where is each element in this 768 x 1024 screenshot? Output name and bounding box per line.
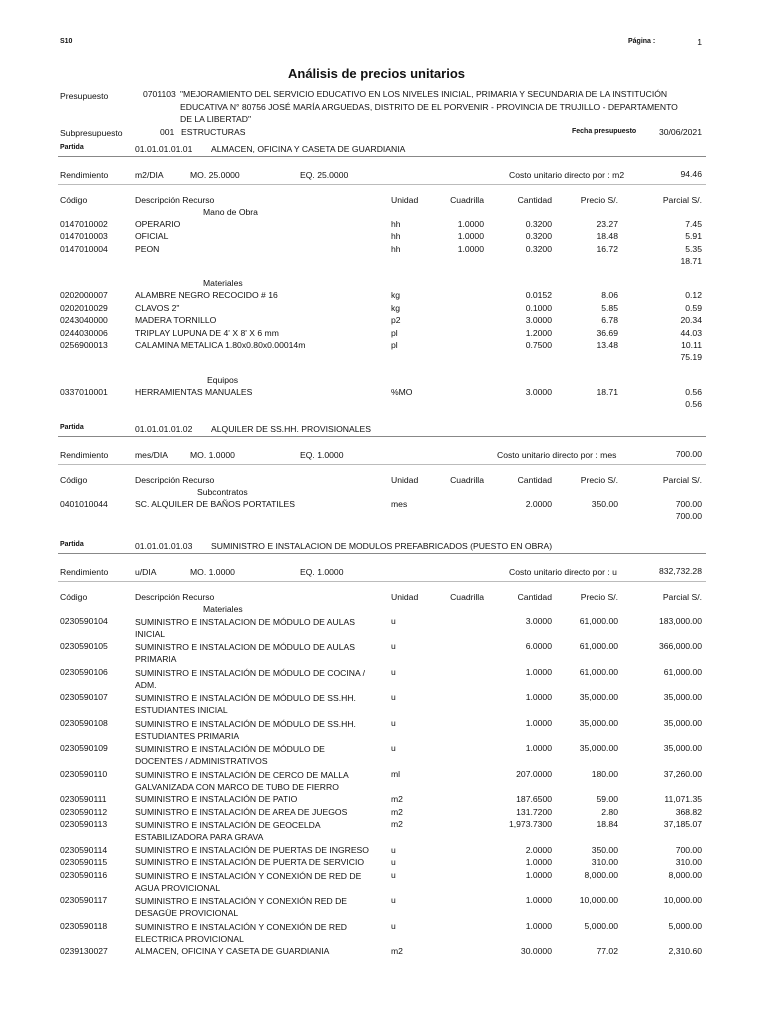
col-unidad: Unidad bbox=[391, 195, 419, 205]
row-cantidad: 1.0000 bbox=[525, 692, 552, 703]
row-codigo: 0202010029 bbox=[60, 302, 108, 313]
row-descripcion: SC. ALQUILER DE BAÑOS PORTATILES bbox=[135, 498, 295, 509]
col-cantidad: Cantidad bbox=[517, 195, 552, 205]
presupuesto-code: 0701103 bbox=[143, 89, 176, 99]
row-precio: 35,000.00 bbox=[579, 717, 618, 728]
group-subtotal: 700.00 bbox=[675, 511, 702, 522]
row-unidad: u bbox=[391, 666, 396, 677]
row-descripcion: HERRAMIENTAS MANUALES bbox=[135, 386, 253, 397]
col-cantidad: Cantidad bbox=[517, 475, 552, 485]
col-cuadrilla: Cuadrilla bbox=[450, 592, 484, 602]
row-codigo: 0243040000 bbox=[60, 315, 108, 326]
eq-value: EQ. 25.0000 bbox=[300, 170, 349, 180]
partida-name: ALQUILER DE SS.HH. PROVISIONALES bbox=[211, 424, 371, 434]
col-unidad: Unidad bbox=[391, 592, 419, 602]
row-parcial: 10,000.00 bbox=[663, 895, 702, 905]
row-parcial: 35,000.00 bbox=[663, 743, 702, 754]
subpresupuesto-label: Subpresupuesto bbox=[60, 128, 123, 138]
row-descripcion: SUMINISTRO E INSTALACION DE MÓDULO DE AULAS PRIMARIA bbox=[135, 642, 355, 665]
row-descripcion: OPERARIO bbox=[135, 218, 181, 229]
row-cantidad: 1.0000 bbox=[525, 895, 552, 905]
row-codigo: 0401010044 bbox=[60, 498, 108, 509]
row-parcial: 10.11 bbox=[681, 339, 702, 350]
group-heading: Materiales bbox=[203, 278, 243, 289]
costo-unitario-label: Costo unitario directo por : mes bbox=[497, 450, 617, 460]
row-parcial: 5.91 bbox=[685, 231, 702, 242]
col-precio: Precio S/. bbox=[580, 592, 618, 602]
presupuesto-label: Presupuesto bbox=[60, 91, 109, 101]
row-unidad: %MO bbox=[391, 386, 413, 397]
col-precio: Precio S/. bbox=[580, 195, 618, 205]
row-precio: 61,000.00 bbox=[579, 615, 618, 626]
row-parcial: 8,000.00 bbox=[668, 869, 702, 880]
row-precio: 180.00 bbox=[591, 768, 618, 779]
row-descripcion: SUMINISTRO E INSTALACIÓN DE PUERTA DE SERVICIO bbox=[135, 857, 365, 868]
group-subtotal: 75.19 bbox=[680, 352, 702, 363]
eq-value: EQ. 1.0000 bbox=[300, 450, 344, 460]
row-precio: 61,000.00 bbox=[579, 666, 618, 677]
row-unidad: hh bbox=[391, 231, 401, 242]
row-unidad: pl bbox=[391, 327, 398, 338]
row-cantidad: 1.0000 bbox=[525, 920, 552, 931]
row-parcial: 37,185.07 bbox=[663, 819, 702, 830]
row-parcial: 44.03 bbox=[680, 327, 702, 338]
row-descripcion: SUMINISTRO E INSTALACIÓN DE AREA DE JUEGOS bbox=[135, 806, 348, 817]
row-descripcion: TRIPLAY LUPUNA DE 4' X 8' X 6 mm bbox=[135, 327, 279, 338]
row-codigo: 0230590105 bbox=[60, 641, 108, 652]
row-descripcion: SUMINISTRO E INSTALACION DE MÓDULO DE AULAS INICIAL bbox=[135, 616, 355, 639]
row-unidad: kg bbox=[391, 290, 401, 301]
row-precio: 61,000.00 bbox=[579, 641, 618, 652]
col-descripcion: Descripción Recurso bbox=[135, 592, 215, 602]
col-precio: Precio S/. bbox=[580, 475, 618, 485]
row-descripcion: OFICIAL bbox=[135, 231, 169, 242]
row-precio: 350.00 bbox=[591, 844, 618, 855]
row-precio: 18.48 bbox=[596, 231, 618, 242]
row-precio: 8,000.00 bbox=[584, 869, 618, 880]
row-codigo: 0230590117 bbox=[60, 895, 108, 905]
row-descripcion: ALAMBRE NEGRO RECOCIDO # 16 bbox=[135, 290, 278, 301]
row-precio: 2.80 bbox=[601, 806, 618, 817]
page-title: Análisis de precios unitarios bbox=[288, 66, 465, 81]
rendimiento-unit: m2/DIA bbox=[135, 170, 164, 180]
row-unidad: m2 bbox=[391, 806, 403, 817]
col-cantidad: Cantidad bbox=[517, 592, 552, 602]
row-cantidad: 0.1000 bbox=[525, 302, 552, 313]
subpresupuesto-name: ESTRUCTURAS bbox=[181, 127, 246, 137]
col-parcial: Parcial S/. bbox=[662, 592, 702, 602]
row-parcial: 0.59 bbox=[685, 302, 702, 313]
row-cuadrilla: 1.0000 bbox=[457, 231, 484, 242]
row-precio: 35,000.00 bbox=[579, 743, 618, 754]
row-codigo: 0337010001 bbox=[60, 386, 108, 397]
col-codigo: Código bbox=[60, 475, 88, 485]
group-subtotal: 0.56 bbox=[685, 398, 702, 409]
row-codigo: 0230590118 bbox=[60, 920, 108, 931]
col-unidad: Unidad bbox=[391, 475, 419, 485]
row-parcial: 0.12 bbox=[685, 290, 702, 301]
fecha-value: 30/06/2021 bbox=[658, 127, 702, 137]
costo-unitario-label: Costo unitario directo por : m2 bbox=[509, 170, 625, 180]
row-codigo: 0239130027 bbox=[60, 946, 108, 956]
row-unidad: u bbox=[391, 692, 396, 703]
row-codigo: 0230590104 bbox=[60, 615, 108, 626]
col-cuadrilla: Cuadrilla bbox=[450, 195, 484, 205]
row-precio: 350.00 bbox=[591, 498, 618, 509]
row-unidad: u bbox=[391, 844, 396, 855]
row-codigo: 0230590116 bbox=[60, 869, 108, 880]
row-parcial: 5.35 bbox=[685, 243, 702, 254]
row-unidad: u bbox=[391, 641, 396, 652]
row-precio: 18.84 bbox=[596, 819, 618, 830]
row-descripcion: CALAMINA METALICA 1.80x0.80x0.00014m bbox=[135, 339, 306, 350]
row-cuadrilla: 1.0000 bbox=[457, 243, 484, 254]
row-cantidad: 1.0000 bbox=[525, 743, 552, 754]
row-codigo: 0147010003 bbox=[60, 231, 108, 242]
subpresupuesto-code: 001 bbox=[160, 127, 175, 137]
row-unidad: p2 bbox=[391, 315, 401, 326]
costo-unitario-label: Costo unitario directo por : u bbox=[509, 567, 617, 577]
row-codigo: 0147010004 bbox=[60, 243, 108, 254]
row-descripcion: SUMINISTRO E INSTALACIÓN DE CERCO DE MALLA GALVANIZADA CON MARCO DE TUBO DE FIERRO bbox=[135, 769, 349, 792]
mo-value: MO. 25.0000 bbox=[190, 170, 240, 180]
row-cantidad: 0.3200 bbox=[525, 243, 552, 254]
row-parcial: 368.82 bbox=[675, 806, 702, 817]
row-cantidad: 1.0000 bbox=[525, 666, 552, 677]
row-precio: 5,000.00 bbox=[584, 920, 618, 931]
row-descripcion: SUMINISTRO E INSTALACIÓN Y CONEXIÓN RED DE DESAGÜE PROVICIONAL bbox=[135, 896, 348, 918]
row-descripcion: CLAVOS 2" bbox=[135, 302, 180, 313]
row-cantidad: 0.7500 bbox=[525, 339, 552, 350]
row-cantidad: 0.0152 bbox=[525, 290, 552, 301]
row-descripcion: SUMINISTRO E INSTALACIÓN DE MÓDULO DE COCINA / ADM. bbox=[135, 667, 365, 690]
col-descripcion: Descripción Recurso bbox=[135, 195, 215, 205]
row-precio: 5.85 bbox=[601, 302, 618, 313]
costo-unitario-value: 832,732.28 bbox=[658, 566, 702, 576]
row-codigo: 0230590111 bbox=[60, 794, 107, 805]
row-codigo: 0230590113 bbox=[60, 819, 108, 830]
mo-value: MO. 1.0000 bbox=[190, 450, 235, 460]
row-precio: 23.27 bbox=[596, 218, 618, 229]
row-codigo: 0230590107 bbox=[60, 692, 108, 703]
row-precio: 310.00 bbox=[591, 857, 618, 868]
rendimiento-rule bbox=[58, 184, 706, 185]
group-heading: Equipos bbox=[207, 374, 239, 385]
group-heading: Materiales bbox=[203, 604, 243, 614]
group-subtotal: 18.71 bbox=[680, 256, 702, 267]
group-heading: Mano de Obra bbox=[203, 207, 258, 217]
row-parcial: 11,071.35 bbox=[664, 794, 702, 805]
row-unidad: u bbox=[391, 743, 396, 754]
row-cantidad: 3.0000 bbox=[525, 615, 552, 626]
row-precio: 10,000.00 bbox=[579, 895, 618, 905]
row-cantidad: 131.7200 bbox=[516, 806, 552, 817]
rendimiento-unit: mes/DIA bbox=[135, 450, 168, 460]
row-codigo: 0230590108 bbox=[60, 717, 108, 728]
row-descripcion: PEON bbox=[135, 243, 160, 254]
partida-rule bbox=[58, 436, 706, 437]
row-cantidad: 1,973.7300 bbox=[508, 819, 552, 830]
row-descripcion: MADERA TORNILLO bbox=[135, 315, 217, 326]
row-cantidad: 207.0000 bbox=[516, 768, 552, 779]
row-cantidad: 1.2000 bbox=[525, 327, 552, 338]
row-codigo: 0202000007 bbox=[60, 290, 108, 301]
row-unidad: u bbox=[391, 857, 396, 868]
row-cantidad: 2.0000 bbox=[525, 844, 552, 855]
row-unidad: pl bbox=[391, 339, 398, 350]
col-codigo: Código bbox=[60, 592, 88, 602]
row-cantidad: 187.6500 bbox=[516, 794, 552, 805]
row-parcial: 5,000.00 bbox=[668, 920, 702, 931]
row-descripcion: SUMINISTRO E INSTALACIÓN Y CONEXIÓN DE RED ELECTRICA PROVICIONAL bbox=[135, 921, 348, 944]
row-cantidad: 6.0000 bbox=[525, 641, 552, 652]
row-descripcion: SUMINISTRO E INSTALACIÓN DE PATIO bbox=[135, 794, 298, 805]
row-cantidad: 30.0000 bbox=[520, 946, 552, 956]
rendimiento-rule bbox=[58, 464, 706, 465]
row-codigo: 0244030006 bbox=[60, 327, 108, 338]
row-parcial: 700.00 bbox=[675, 844, 702, 855]
partida-rule bbox=[58, 156, 706, 157]
row-descripcion: SUMINISTRO E INSTALACIÓN Y CONEXIÓN DE RED DE AGUA PROVICIONAL bbox=[135, 870, 362, 893]
row-unidad: m2 bbox=[391, 819, 403, 830]
col-cuadrilla: Cuadrilla bbox=[450, 475, 484, 485]
row-descripcion: ALMACEN, OFICINA Y CASETA DE GUARDIANIA bbox=[135, 946, 330, 956]
row-descripcion: SUMINISTRO E INSTALACIÓN DE MÓDULO DE DOCENTES / ADMINISTRATIVOS bbox=[135, 744, 325, 767]
row-unidad: u bbox=[391, 920, 396, 931]
row-unidad: kg bbox=[391, 302, 401, 313]
row-precio: 59.00 bbox=[596, 794, 618, 805]
software-tag: S10 bbox=[60, 38, 73, 45]
row-unidad: ml bbox=[391, 768, 401, 779]
row-unidad: u bbox=[391, 895, 396, 905]
row-unidad: hh bbox=[391, 218, 401, 229]
eq-value: EQ. 1.0000 bbox=[300, 567, 344, 577]
row-descripcion: SUMINISTRO E INSTALACIÓN DE PUERTAS DE INGRESO bbox=[135, 844, 369, 855]
row-cantidad: 1.0000 bbox=[525, 857, 552, 868]
row-parcial: 700.00 bbox=[675, 498, 702, 509]
row-unidad: hh bbox=[391, 243, 401, 254]
group-heading: Subcontratos bbox=[197, 487, 248, 497]
col-codigo: Código bbox=[60, 195, 88, 205]
row-codigo: 0230590112 bbox=[60, 806, 108, 817]
row-codigo: 0147010002 bbox=[60, 218, 108, 229]
row-cantidad: 1.0000 bbox=[525, 869, 552, 880]
partida-code: 01.01.01.01.01 bbox=[135, 144, 193, 154]
costo-unitario-value: 700.00 bbox=[675, 449, 702, 459]
row-precio: 6.78 bbox=[601, 315, 618, 326]
partida-rule bbox=[58, 553, 706, 554]
partida-code: 01.01.01.01.03 bbox=[135, 541, 193, 551]
row-descripcion: SUMINISTRO E INSTALACIÓN DE MÓDULO DE SS.HH. ESTUDIANTES INICIAL bbox=[135, 693, 356, 716]
row-precio: 18.71 bbox=[596, 386, 618, 397]
page-number: 1 bbox=[697, 37, 702, 47]
row-cantidad: 3.0000 bbox=[525, 386, 552, 397]
costo-unitario-value: 94.46 bbox=[680, 169, 702, 179]
partida-code: 01.01.01.01.02 bbox=[135, 424, 193, 434]
rendimiento-label: Rendimiento bbox=[60, 450, 109, 460]
row-cantidad: 0.3200 bbox=[525, 231, 552, 242]
row-unidad: mes bbox=[391, 498, 408, 509]
row-precio: 77.02 bbox=[596, 946, 618, 956]
partida-name: ALMACEN, OFICINA Y CASETA DE GUARDIANIA bbox=[211, 144, 406, 154]
row-parcial: 35,000.00 bbox=[663, 717, 702, 728]
row-parcial: 310.00 bbox=[675, 857, 702, 868]
row-precio: 8.06 bbox=[601, 290, 618, 301]
row-descripcion: SUMINISTRO E INSTALACIÓN DE GEOCELDA ESTABILIZADORA PARA GRAVA bbox=[135, 820, 321, 843]
rendimiento-rule bbox=[58, 581, 706, 582]
col-parcial: Parcial S/. bbox=[662, 475, 702, 485]
row-descripcion: SUMINISTRO E INSTALACIÓN DE MÓDULO DE SS.HH. ESTUDIANTES PRIMARIA bbox=[135, 718, 356, 741]
row-unidad: u bbox=[391, 717, 396, 728]
row-precio: 13.48 bbox=[596, 339, 618, 350]
partida-label: Partida bbox=[60, 144, 84, 151]
page-label: Página : bbox=[628, 38, 656, 45]
row-codigo: 0230590106 bbox=[60, 666, 108, 677]
row-parcial: 366,000.00 bbox=[658, 641, 702, 652]
row-cantidad: 3.0000 bbox=[525, 315, 552, 326]
row-codigo: 0256900013 bbox=[60, 339, 108, 350]
mo-value: MO. 1.0000 bbox=[190, 567, 235, 577]
row-cuadrilla: 1.0000 bbox=[457, 218, 484, 229]
col-parcial: Parcial S/. bbox=[662, 195, 702, 205]
row-codigo: 0230590110 bbox=[60, 768, 108, 779]
row-unidad: m2 bbox=[391, 946, 403, 956]
partida-name: SUMINISTRO E INSTALACION DE MODULOS PREFABRICADOS (PUESTO EN OBRA) bbox=[211, 541, 553, 551]
col-descripcion: Descripción Recurso bbox=[135, 475, 215, 485]
row-cantidad: 1.0000 bbox=[525, 717, 552, 728]
row-parcial: 20.34 bbox=[680, 315, 702, 326]
rendimiento-label: Rendimiento bbox=[60, 170, 109, 180]
row-parcial: 183,000.00 bbox=[658, 615, 702, 626]
row-cantidad: 0.3200 bbox=[525, 218, 552, 229]
partida-label: Partida bbox=[60, 541, 84, 548]
row-precio: 36.69 bbox=[596, 327, 618, 338]
row-parcial: 35,000.00 bbox=[663, 692, 702, 703]
row-codigo: 0230590114 bbox=[60, 844, 108, 855]
row-parcial: 0.56 bbox=[685, 386, 702, 397]
rendimiento-label: Rendimiento bbox=[60, 567, 109, 577]
row-unidad: u bbox=[391, 615, 396, 626]
row-parcial: 7.45 bbox=[685, 218, 702, 229]
row-parcial: 37,260.00 bbox=[663, 768, 702, 779]
fecha-label: Fecha presupuesto bbox=[572, 128, 637, 135]
row-parcial: 2,310.60 bbox=[668, 946, 702, 956]
partida-label: Partida bbox=[60, 424, 84, 431]
row-precio: 16.72 bbox=[596, 243, 618, 254]
presupuesto-description: "MEJORAMIENTO DEL SERVICIO EDUCATIVO EN LOS NIVELES INICIAL, PRIMARIA Y SECUNDARIA DE LA INSTITUCIÓN EDUCATIVA N° 80756 JOSÉ MARÍA ARGUEDAS, DISTRITO DE EL PORVENIR - PROVINCIA DE TRUJILLO - DEPARTAMENTO DE LA LIBERTAD" bbox=[180, 89, 678, 124]
row-cantidad: 2.0000 bbox=[525, 498, 552, 509]
row-unidad: u bbox=[391, 869, 396, 880]
row-parcial: 61,000.00 bbox=[663, 666, 702, 677]
row-unidad: m2 bbox=[391, 794, 403, 805]
rendimiento-unit: u/DIA bbox=[135, 567, 157, 577]
row-codigo: 0230590115 bbox=[60, 857, 108, 868]
row-codigo: 0230590109 bbox=[60, 743, 108, 754]
row-precio: 35,000.00 bbox=[579, 692, 618, 703]
